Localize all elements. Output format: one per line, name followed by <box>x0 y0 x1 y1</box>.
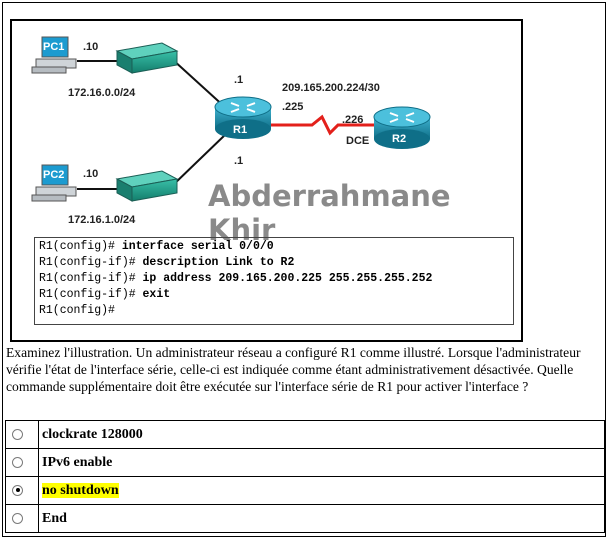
lan2-network: 172.16.1.0/24 <box>68 214 136 226</box>
radio-button-selected[interactable] <box>12 485 23 496</box>
router-r2-label: R2 <box>392 133 407 145</box>
answer-label: IPv6 enable <box>42 454 113 470</box>
cli-config-box <box>34 237 514 325</box>
answer-row[interactable] <box>6 421 605 449</box>
r1-g1-address: .1 <box>234 155 244 167</box>
serial-link <box>270 117 380 133</box>
pc1-host-address: .10 <box>83 41 99 53</box>
cli-line: R1(config-if)# ip address 209.165.200.225 255.255.255.252 <box>39 272 433 285</box>
answer-label: clockrate 128000 <box>42 426 143 442</box>
r2-serial-address: .226 <box>342 114 364 126</box>
cli-line: R1(config-if)# description Link to R2 <box>39 256 295 269</box>
answer-row[interactable] <box>6 477 605 505</box>
switch2-icon <box>117 171 177 201</box>
switch1-icon <box>117 43 177 73</box>
dce-label: DCE <box>346 135 370 147</box>
router-r1-label: R1 <box>233 124 248 136</box>
answer-options <box>5 420 605 533</box>
r1-g0-address: .1 <box>234 74 244 86</box>
pc1-label: PC1 <box>43 41 65 53</box>
question-text: Examinez l'illustration. Un administrateur réseau a configuré R1 comme illustré. Lorsque l'administrateur vérifie l'état de l'interface série, celle-ci est indiquée comme étant administrativement désactivée. Quelle commande supplémentaire doit être exécutée sur l'interface série de R1 pour activer l'interface ? <box>6 345 581 394</box>
pc2-host-address: .10 <box>83 168 99 180</box>
radio-button[interactable] <box>12 457 23 468</box>
lan1-network: 172.16.0.0/24 <box>68 87 136 99</box>
radio-button[interactable] <box>12 429 23 440</box>
author-watermark: Abderrahmane Khir <box>208 179 451 247</box>
answer-label: End <box>42 510 67 526</box>
cli-line: R1(config)# interface serial 0/0/0 <box>39 240 274 253</box>
cli-line: R1(config)# <box>39 304 115 317</box>
pc2-label: PC2 <box>43 169 65 181</box>
answer-label-correct: no shutdown <box>42 482 119 498</box>
answer-row[interactable] <box>6 505 605 533</box>
cli-line: R1(config-if)# exit <box>39 288 171 301</box>
radio-button[interactable] <box>12 513 23 524</box>
network-figure <box>10 19 523 342</box>
answer-row[interactable] <box>6 449 605 477</box>
r1-serial-address: .225 <box>282 101 304 113</box>
serial-network: 209.165.200.224/30 <box>282 82 380 94</box>
